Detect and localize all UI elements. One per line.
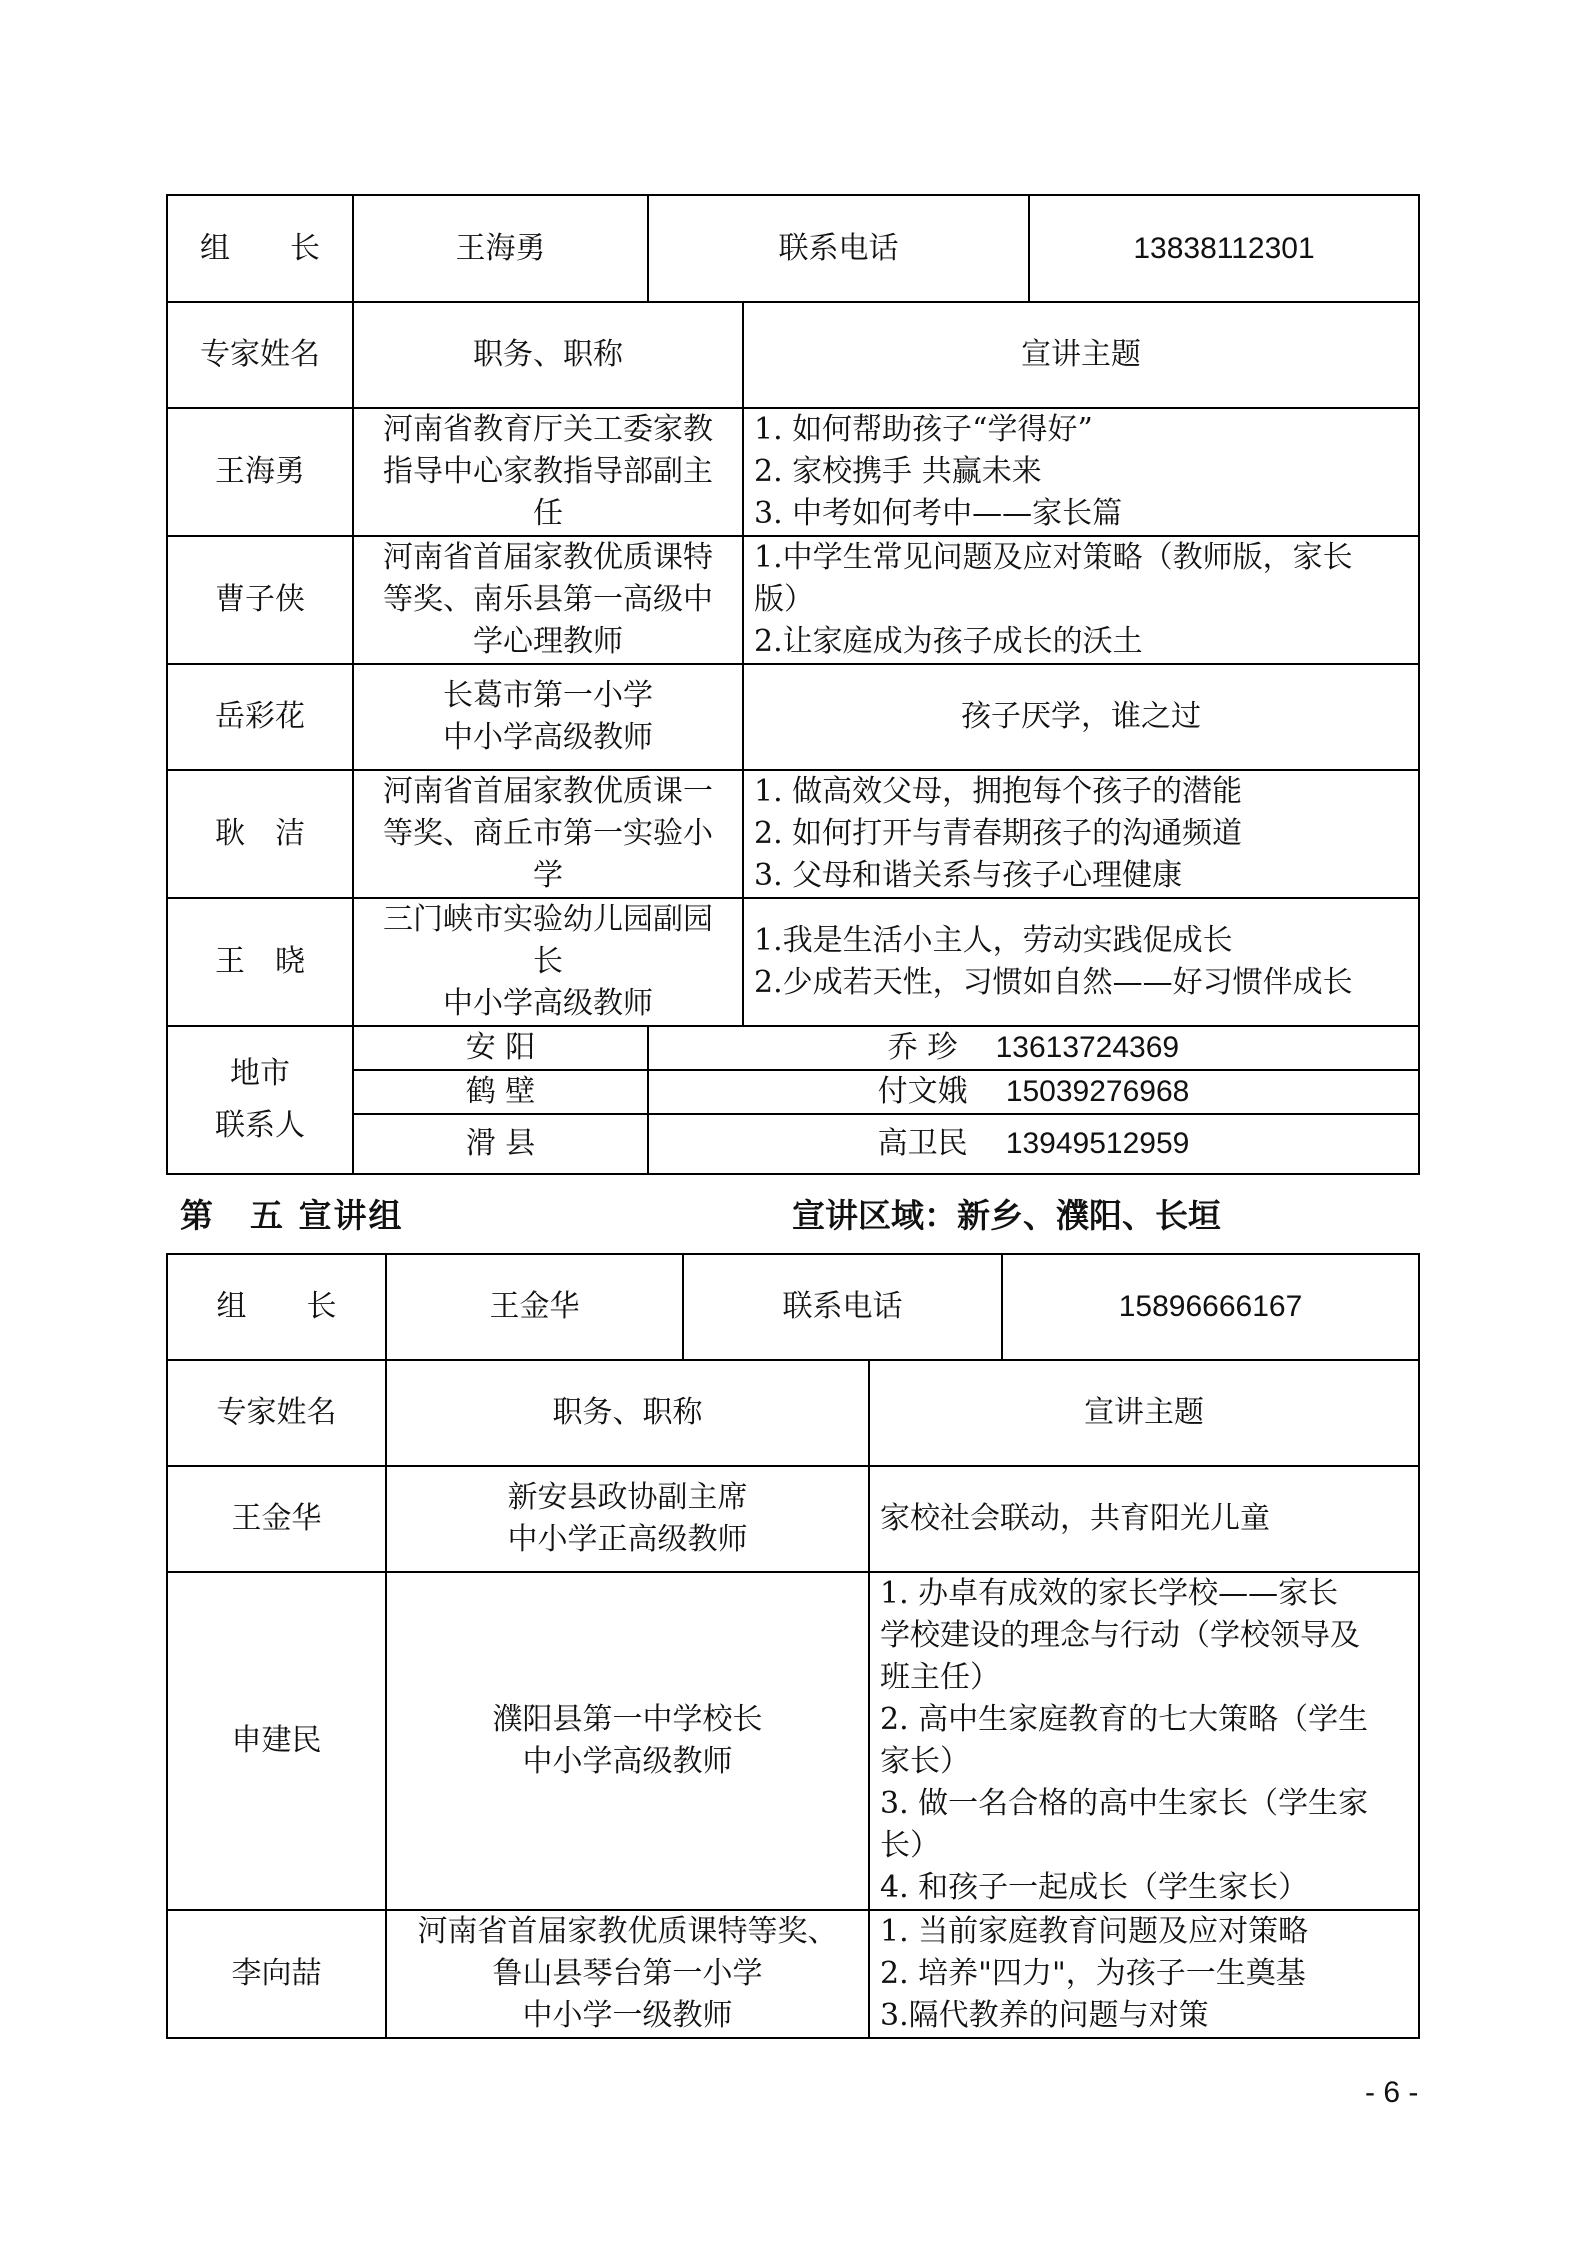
title-line: 长葛市第一小学 <box>443 678 653 713</box>
expert-topic <box>869 1572 1419 1910</box>
title-line: 中小学正高级教师 <box>507 1522 748 1557</box>
page-number: - 6 - <box>1365 2076 1419 2109</box>
title-line: 河南省首届家教优质课特等奖、 <box>417 1914 838 1949</box>
topic-line: 2. 高中生家庭教育的七大策略（学生 <box>880 1702 1369 1737</box>
contacts-label <box>167 1026 353 1174</box>
topic-line: 学校建设的理念与行动（学校领导及 <box>880 1618 1360 1653</box>
contact-city: 安 阳 <box>353 1026 648 1070</box>
title-line: 等奖、南乐县第一高级中 <box>383 582 713 617</box>
title-line: 河南省首届家教优质课特 <box>383 540 713 575</box>
table-row <box>167 664 1419 770</box>
expert-topic <box>743 898 1419 1026</box>
topic-line: 2. 家校携手 共赢未来 <box>754 454 1042 489</box>
expert-name: 李向喆 <box>167 1910 386 2038</box>
contact-person-cell <box>648 1070 1419 1114</box>
title-line: 中小学一级教师 <box>522 1998 733 2033</box>
expert-title <box>353 408 743 536</box>
contact-phone: 13949512959 <box>1005 1127 1190 1160</box>
topic-line: 1. 办卓有成效的家长学校——家长 <box>880 1576 1339 1611</box>
group4-table <box>166 194 1420 1175</box>
title-line: 鲁山县琴台第一小学 <box>492 1956 763 1991</box>
leader-row <box>167 195 1419 302</box>
group5-table <box>166 1253 1420 2039</box>
contact-row <box>167 1070 1419 1114</box>
topic-line: 3. 中考如何考中——家长篇 <box>754 496 1123 531</box>
table-row <box>167 1466 1419 1572</box>
title-line: 濮阳县第一中学校长 <box>492 1702 763 1737</box>
topic-line: 家长） <box>880 1744 970 1779</box>
expert-name: 王 晓 <box>167 898 353 1026</box>
title-line: 指导中心家教指导部副主 <box>383 454 713 489</box>
contact-phone: 15039276968 <box>1005 1075 1190 1108</box>
contact-person-cell <box>648 1114 1419 1174</box>
expert-title <box>353 898 743 1026</box>
expert-topic <box>743 408 1419 536</box>
table-row <box>167 536 1419 664</box>
leader-phone: 15896666167 <box>1002 1254 1419 1360</box>
title-line: 三门峡市实验幼儿园副园 <box>383 902 713 937</box>
leader-label: 组 长 <box>167 1254 386 1360</box>
contact-phone: 13613724369 <box>995 1031 1180 1064</box>
topic-line: 4. 和孩子一起成长（学生家长） <box>880 1870 1309 1905</box>
phone-label: 联系电话 <box>648 195 1029 302</box>
expert-name: 耿 洁 <box>167 770 353 898</box>
header-topic: 宣讲主题 <box>869 1360 1419 1466</box>
region-label: 宣讲区域： <box>792 1196 957 1235</box>
title-line: 中小学高级教师 <box>443 986 653 1021</box>
topic-line: 1.我是生活小主人，劳动实践促成长 <box>754 923 1233 958</box>
expert-name: 曹子侠 <box>167 536 353 664</box>
region-value: 新乡、濮阳、长垣 <box>957 1196 1221 1235</box>
topic-line: 1.中学生常见问题及应对策略（教师版，家长 <box>754 540 1353 575</box>
expert-title <box>353 536 743 664</box>
contact-city: 滑 县 <box>353 1114 648 1174</box>
contact-person: 付文娥 <box>877 1074 968 1109</box>
topic-line: 3. 做一名合格的高中生家长（学生家 <box>880 1786 1369 1821</box>
title-line: 任 <box>533 496 563 531</box>
expert-topic <box>869 1910 1419 2038</box>
topic-line: 2.让家庭成为孩子成长的沃土 <box>754 624 1143 659</box>
leader-name: 王海勇 <box>353 195 648 302</box>
header-topic: 宣讲主题 <box>743 302 1419 408</box>
header-row <box>167 302 1419 408</box>
topic-line: 2. 如何打开与青春期孩子的沟通频道 <box>754 816 1243 851</box>
expert-title <box>386 1466 869 1572</box>
expert-topic <box>743 770 1419 898</box>
expert-topic <box>869 1466 1419 1572</box>
leader-label: 组 长 <box>167 195 353 302</box>
contact-person: 乔 珍 <box>887 1030 958 1065</box>
leader-name: 王金华 <box>386 1254 683 1360</box>
topic-line: 3.隔代教养的问题与对策 <box>880 1998 1209 2033</box>
table-row <box>167 408 1419 536</box>
topic-line: 1. 当前家庭教育问题及应对策略 <box>880 1914 1309 1949</box>
title-line: 学心理教师 <box>473 624 623 659</box>
contact-row <box>167 1114 1419 1174</box>
contacts-label-line: 地市 <box>230 1056 290 1091</box>
title-line: 学 <box>533 858 563 893</box>
expert-title <box>386 1572 869 1910</box>
table-row <box>167 1910 1419 2038</box>
leader-phone: 13838112301 <box>1029 195 1419 302</box>
contact-person-cell <box>648 1026 1419 1070</box>
header-name: 专家姓名 <box>167 302 353 408</box>
topic-line: 2. 培养"四力"，为孩子一生奠基 <box>880 1956 1306 1991</box>
title-line: 中小学高级教师 <box>443 720 653 755</box>
topic-line: 2.少成若天性，习惯如自然——好习惯伴成长 <box>754 965 1353 1000</box>
topic-line: 3. 父母和谐关系与孩子心理健康 <box>754 858 1183 893</box>
section-title: 第 五 宣讲组 <box>180 1196 404 1235</box>
contact-person: 高卫民 <box>877 1126 968 1161</box>
expert-title <box>353 770 743 898</box>
topic-line: 家校社会联动，共育阳光儿童 <box>880 1501 1270 1536</box>
title-line: 中小学高级教师 <box>522 1744 733 1779</box>
header-title: 职务、职称 <box>386 1360 869 1466</box>
topic-line: 版） <box>754 582 814 617</box>
topic-line: 班主任） <box>880 1660 1000 1695</box>
expert-name: 申建民 <box>167 1572 386 1910</box>
expert-title <box>386 1910 869 2038</box>
title-line: 河南省首届家教优质课一 <box>383 774 713 809</box>
title-line: 河南省教育厅关工委家教 <box>383 412 713 447</box>
contacts-label-line: 联系人 <box>215 1108 305 1143</box>
header-title: 职务、职称 <box>353 302 743 408</box>
expert-topic <box>743 536 1419 664</box>
expert-title <box>353 664 743 770</box>
header-name: 专家姓名 <box>167 1360 386 1466</box>
expert-name: 王金华 <box>167 1466 386 1572</box>
topic-line: 1. 做高效父母，拥抱每个孩子的潜能 <box>754 774 1243 809</box>
expert-name: 王海勇 <box>167 408 353 536</box>
topic-line: 1. 如何帮助孩子“学得好” <box>754 412 1093 447</box>
expert-name: 岳彩花 <box>167 664 353 770</box>
title-line: 长 <box>533 944 563 979</box>
table-row <box>167 1572 1419 1910</box>
title-line: 新安县政协副主席 <box>507 1480 748 1515</box>
topic-line: 孩子厌学，谁之过 <box>961 699 1201 734</box>
contact-row <box>167 1026 1419 1070</box>
section-heading <box>180 1190 1410 1240</box>
topic-line: 长） <box>880 1828 940 1863</box>
expert-topic <box>743 664 1419 770</box>
contact-city: 鹤 壁 <box>353 1070 648 1114</box>
phone-label: 联系电话 <box>683 1254 1002 1360</box>
table-row <box>167 770 1419 898</box>
leader-row <box>167 1254 1419 1360</box>
table-row <box>167 898 1419 1026</box>
header-row <box>167 1360 1419 1466</box>
section-region <box>792 1190 1221 1237</box>
title-line: 等奖、商丘市第一实验小 <box>383 816 713 851</box>
